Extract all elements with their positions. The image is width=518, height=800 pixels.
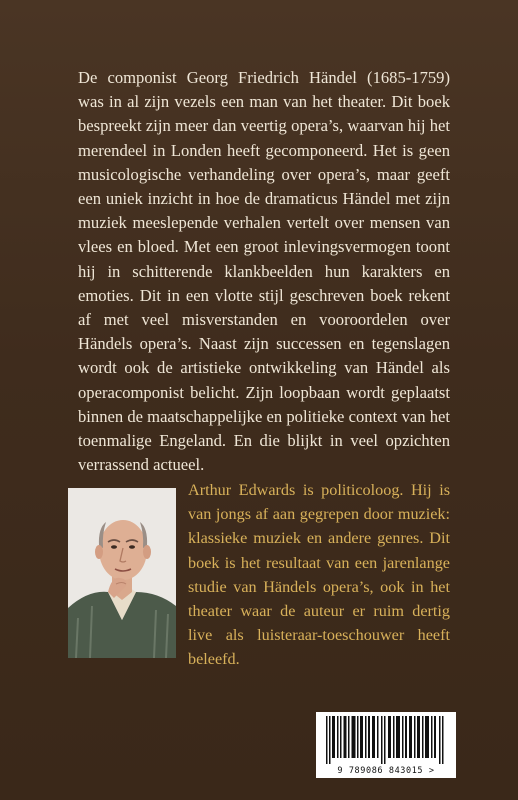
author-photo: [68, 488, 176, 658]
isbn-number: 9 789086 843015 >: [337, 766, 435, 776]
blurb-paragraph: De componist Georg Friedrich Händel (1685-1759) was in al zijn vezels een man van het theater. Dit boek bespreekt zijn meer dan veertig opera’s, waarvan hij het merendeel in Londen heeft gecomponeerd. Het is geen musicologische verhandeling over opera’s, maar geeft een uniek inzicht in hoe de dramaticus Händel met zijn muziek meeslepende verhalen vertelt over mensen van vlees en bloed. Met een groot inlevingsvermogen toont hij in schitterende klankbeelden hun karakters en emoties. Dit in een vlotte stijl geschreven boek rekent af met veel misverstanden en vooroordelen over Händels opera’s. Naast zijn successen en tegenslagen wordt ook de artistieke ontwikkeling van Händel als operacomponist belicht. Zijn loopbaan wordt geplaatst binnen de maatschappelijke en politieke context van het toenmalige Engeland. En die blijkt in veel opzichten verrassend actueel.: [78, 68, 450, 475]
barcode-bars: [316, 712, 456, 764]
author-bio: Arthur Edwards is politicoloog. Hij is van jongs af aan gegrepen door muziek: klassieke muziek en andere genres. Dit boek is het resultaat van een jarenlange studie van Händels opera’s, ook in het theater waar de auteur er ruim dertig live als luisteraar-toeschouwer heeft beleefd.: [188, 481, 450, 669]
isbn-barcode: [316, 712, 456, 778]
